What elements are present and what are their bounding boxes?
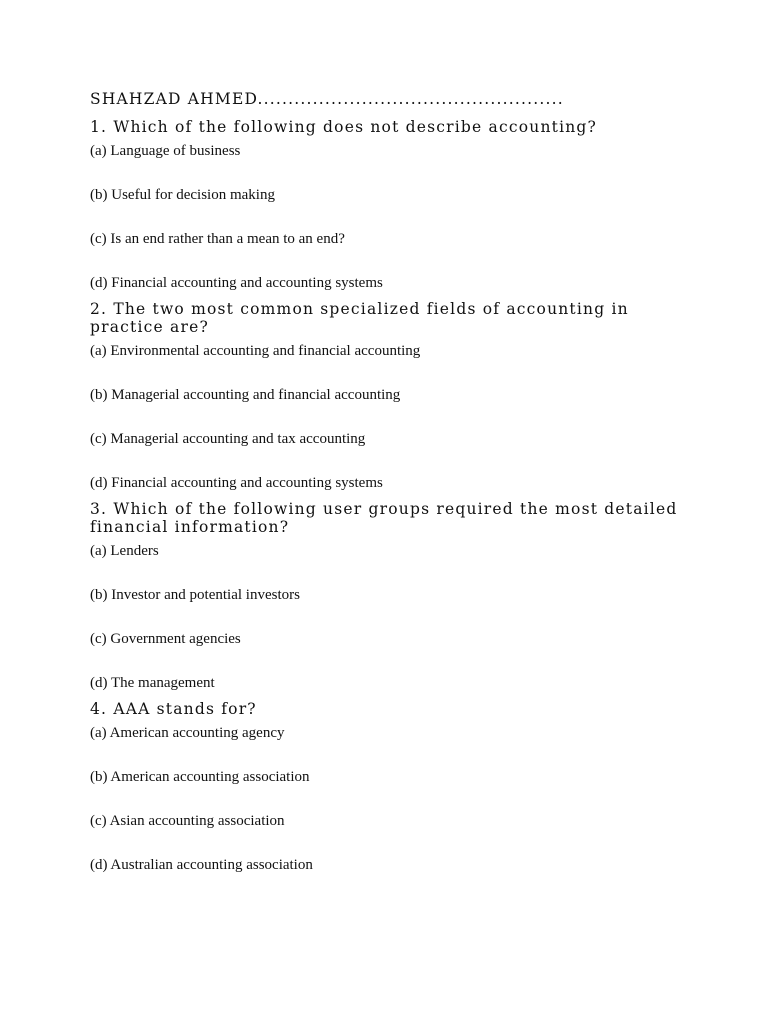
answer-option: (b) Useful for decision making [90, 187, 275, 203]
answer-option: (a) Lenders [90, 543, 159, 559]
student-name-line: SHAHZAD AHMED.................................................. [90, 90, 564, 108]
answer-option: (b) Investor and potential investors [90, 587, 300, 603]
answer-option: (c) Government agencies [90, 631, 241, 647]
answer-option: (d) The management [90, 675, 215, 691]
question-text: 1. Which of the following does not describe accounting? [90, 118, 598, 136]
question-block [90, 118, 690, 300]
answer-option: (a) American accounting agency [90, 725, 285, 741]
question-block [90, 500, 690, 700]
answer-option: (c) Asian accounting association [90, 813, 285, 829]
answer-option: (c) Managerial accounting and tax accounting [90, 431, 366, 447]
question-text: 2. The two most common specialized fields of accounting in practice are? [90, 300, 629, 336]
answer-option: (d) Financial accounting and accounting systems [90, 475, 383, 491]
answer-option: (b) Managerial accounting and financial accounting [90, 387, 401, 403]
document-page [90, 90, 690, 874]
answer-option: (d) Australian accounting association [90, 857, 313, 873]
answer-option: (a) Language of business [90, 143, 241, 159]
question-block [90, 700, 690, 874]
answer-option: (b) American accounting association [90, 769, 310, 785]
question-block [90, 300, 690, 500]
answer-option: (c) Is an end rather than a mean to an end? [90, 231, 345, 247]
answer-option: (a) Environmental accounting and financial accounting [90, 343, 421, 359]
answer-option: (d) Financial accounting and accounting systems [90, 275, 383, 291]
question-text: 3. Which of the following user groups required the most detailed financial information? [90, 500, 678, 536]
question-text: 4. AAA stands for? [90, 700, 257, 718]
